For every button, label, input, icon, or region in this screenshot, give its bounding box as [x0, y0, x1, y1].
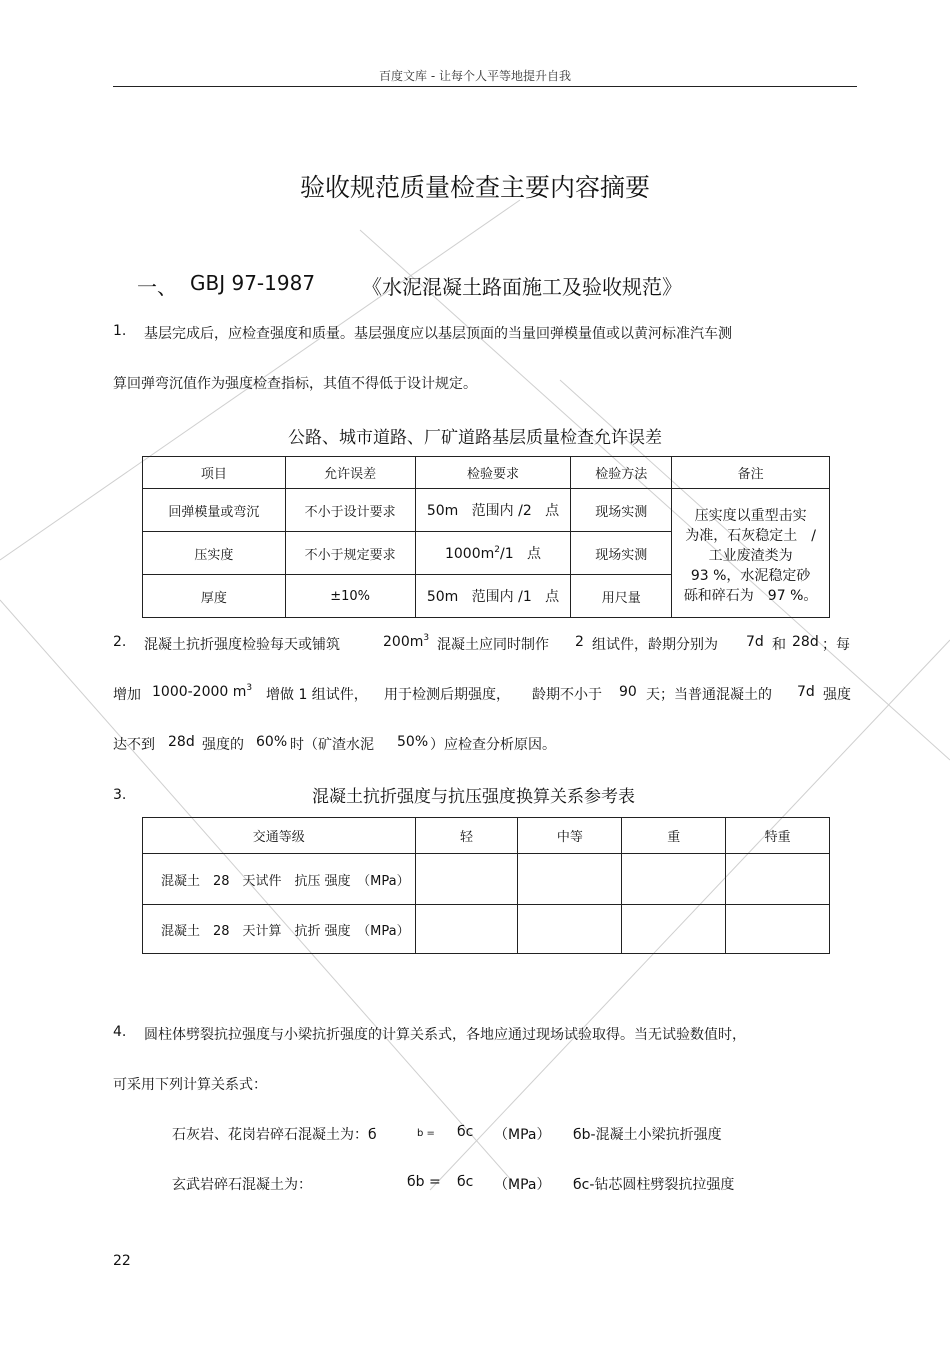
item1-line2: 算回弹弯沉值作为强度检查指标，其值不得低于设计规定。: [113, 376, 477, 392]
formula2-unit: （MPa）: [494, 1177, 551, 1193]
item2-text: 混凝土抗折强度检验每天或铺筑: [144, 637, 340, 653]
table-cell: 不小于规定要求: [285, 532, 415, 575]
req-value: 1000m: [444, 546, 495, 562]
formula2-rhs: бc: [457, 1174, 474, 1190]
item2-value: 28d: [792, 634, 819, 650]
item2-value: 7d: [746, 634, 764, 650]
table1: [142, 456, 830, 618]
table1-header-row: [143, 457, 830, 489]
item2-text: 组试件，龄期分别为: [592, 637, 718, 653]
section-code: GBJ 97-1987: [190, 271, 316, 295]
table2-header-row: [143, 818, 830, 854]
page-number: 22: [113, 1253, 131, 1269]
table-cell: 不小于设计要求: [285, 489, 415, 532]
table-row: [143, 854, 830, 905]
formula1-subscript: b =: [417, 1128, 435, 1139]
table2-header-cell: 重: [622, 818, 726, 854]
note-line: 工业废渣类为: [708, 548, 793, 564]
item2-text: 强度的: [202, 737, 244, 753]
item2-text: 天；当普通混凝土的: [646, 687, 772, 703]
table-cell: [415, 532, 571, 575]
table-cell: 现场实测: [571, 489, 672, 532]
item4-line1: 圆柱体劈裂抗拉强度与小梁抗折强度的计算关系式，各地应通过现场试验取得。当无试验数值时，: [144, 1027, 746, 1043]
superscript: 2: [494, 545, 500, 555]
table-row: [143, 905, 830, 954]
table2-caption: 混凝土抗折强度与抗压强度换算关系参考表: [312, 787, 635, 807]
table1-header-cell: 检验方法: [571, 457, 672, 489]
req-text: 范围内 /2: [471, 503, 532, 519]
table2-header-cell: 中等: [518, 818, 622, 854]
item2-text: [152, 684, 252, 700]
table2-header-cell: 交通等级: [143, 818, 416, 854]
table-cell: [518, 905, 622, 954]
item3-number: 3.: [113, 787, 127, 803]
table-cell: 混凝土 28 天计算 抗折 强度 （MPa）: [143, 905, 416, 954]
item2-text: 强度: [823, 687, 851, 703]
table-cell: [518, 854, 622, 905]
formula1-unit: （MPa）: [494, 1127, 551, 1143]
req-text: /1: [499, 546, 514, 562]
formula1-label: 石灰岩、花岗岩碎石混凝土为：б: [172, 1127, 377, 1143]
item2-text: 和: [772, 637, 786, 653]
table1-header-cell: 备注: [672, 457, 830, 489]
item4-number: 4.: [113, 1024, 127, 1040]
table-cell: [415, 489, 571, 532]
note-line: 为准，石灰稳定土 /: [685, 528, 816, 544]
table-cell: ±10%: [285, 575, 415, 618]
note-cell: [672, 489, 830, 618]
table-cell: 用尺量: [571, 575, 672, 618]
table-cell: [622, 905, 726, 954]
table2: [142, 817, 830, 954]
formula1-rhs: бc: [457, 1124, 474, 1140]
table-cell: 现场实测: [571, 532, 672, 575]
item1-line1: 基层完成后，应检查强度和质量。基层强度应以基层顶面的当量回弹模量值或以黄河标准汽车测: [144, 326, 732, 342]
table2-header-cell: 特重: [726, 818, 830, 854]
item2-text: [383, 634, 429, 650]
item2-text: ）应检查分析原因。: [430, 737, 556, 753]
req-unit: 点: [526, 546, 541, 562]
section-number: 一、: [137, 275, 177, 299]
running-header: 百度文库 - 让每个人平等地提升自我: [379, 69, 571, 83]
item2-value: 28d: [168, 734, 195, 750]
table-row: [143, 489, 830, 532]
section-name: 《水泥混凝土路面施工及验收规范》: [362, 275, 682, 299]
req-value: 50m: [426, 503, 459, 519]
formula1-description: бb-混凝土小梁抗折强度: [573, 1127, 722, 1143]
note-line: 砾和碎石为 97 %。: [683, 588, 818, 604]
table-cell: 厚度: [143, 575, 286, 618]
table-cell: [726, 854, 830, 905]
item2-text: 龄期不小于: [532, 687, 602, 703]
header-rule: [113, 86, 857, 87]
req-text: 范围内 /1: [471, 589, 532, 605]
item2-text: 用于检测后期强度，: [384, 687, 510, 703]
note-line: 压实度以重型击实: [694, 508, 807, 524]
formula2-label: 玄武岩碎石混凝土为：: [172, 1177, 312, 1193]
formula2-description: бc-钻芯圆柱劈裂抗拉强度: [573, 1177, 735, 1193]
table-cell: 混凝土 28 天试件 抗压 强度 （MPa）: [143, 854, 416, 905]
formula2-lhs: бb =: [407, 1174, 441, 1190]
table1-header-cell: 允许误差: [285, 457, 415, 489]
table2-header-cell: 轻: [415, 818, 518, 854]
table-cell: [415, 575, 571, 618]
table-cell: 回弹模量或弯沉: [143, 489, 286, 532]
table1-header-cell: 项目: [143, 457, 286, 489]
item2-text: 时（矿渣水泥: [290, 737, 374, 753]
item2-text: 混凝土应同时制作: [437, 637, 549, 653]
item2-text: 增做 1 组试件，: [266, 687, 368, 703]
item2-value: 50%: [397, 734, 429, 750]
item2-value: 1000-2000 m: [152, 684, 247, 700]
item4-line2: 可采用下列计算关系式：: [113, 1077, 267, 1093]
table-cell: [415, 905, 518, 954]
req-unit: 点: [545, 503, 560, 519]
table-cell: [622, 854, 726, 905]
item2-value: 200m: [383, 634, 424, 650]
req-value: 50m: [426, 589, 459, 605]
table1-header-cell: 检验要求: [415, 457, 571, 489]
item2-value: 7d: [797, 684, 815, 700]
item2-text: ；每: [822, 637, 850, 653]
req-unit: 点: [545, 589, 560, 605]
item2-value: 90: [619, 684, 637, 700]
item2-value: 60%: [256, 734, 288, 750]
item2-number: 2.: [113, 634, 127, 650]
item2-value: 2: [575, 634, 584, 650]
table-cell: 压实度: [143, 532, 286, 575]
superscript: 3: [246, 683, 253, 693]
table-cell: [415, 854, 518, 905]
document-title: 验收规范质量检查主要内容摘要: [299, 173, 650, 202]
item2-text: 达不到: [113, 737, 155, 753]
item2-text: 增加: [113, 687, 141, 703]
superscript: 3: [423, 633, 430, 643]
note-line: 93 %，水泥稳定砂: [690, 568, 811, 584]
item1-number: 1.: [113, 323, 127, 339]
table1-caption: 公路、城市道路、厂矿道路基层质量检查允许误差: [288, 428, 662, 448]
table-cell: [726, 905, 830, 954]
